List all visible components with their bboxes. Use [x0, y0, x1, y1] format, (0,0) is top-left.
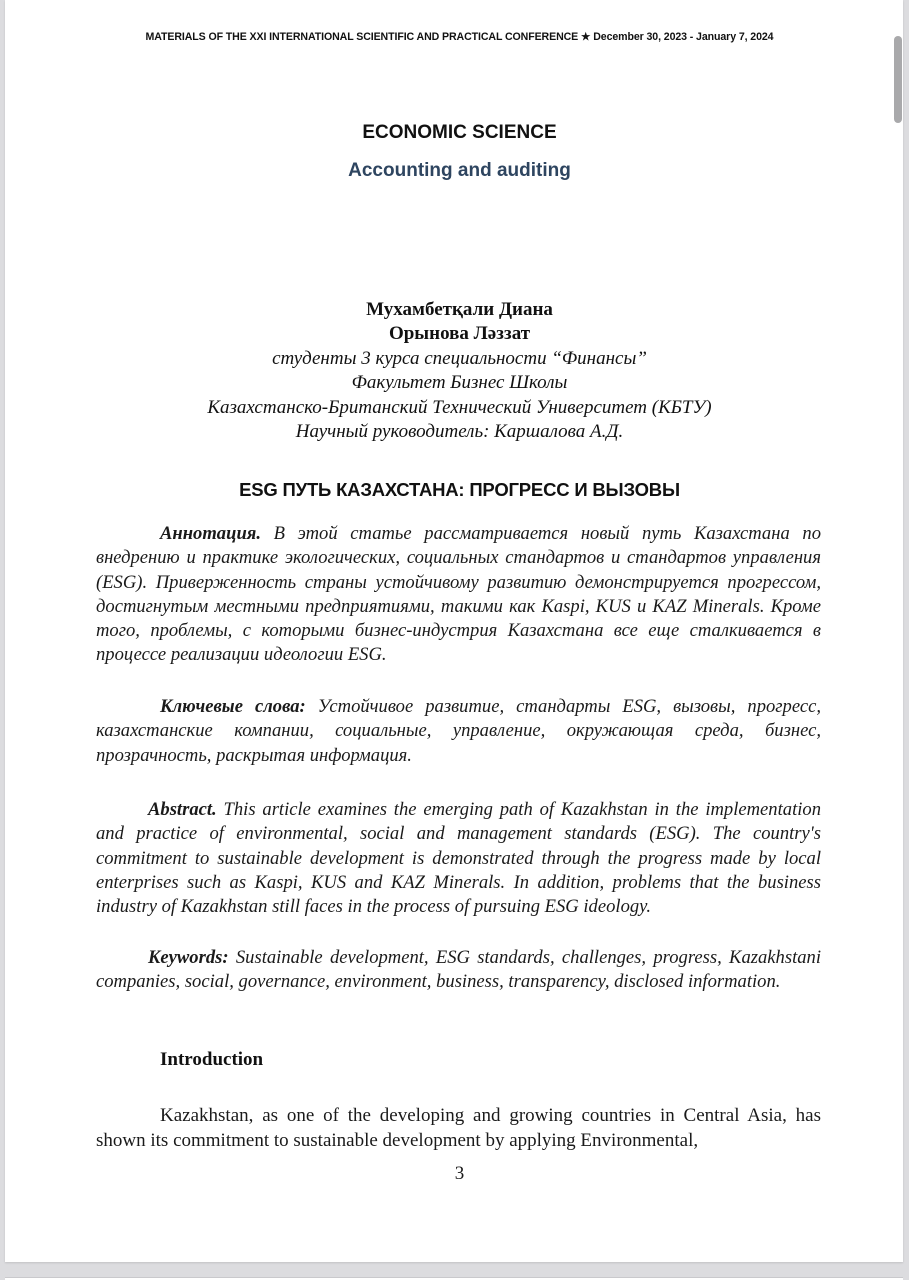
affiliation-line: Казахстанско-Британский Технический Университет (КБТУ): [207, 396, 712, 418]
introduction-paragraph: Kazakhstan, as one of the developing and growing countries in Central Asia, has shown its commitment to sustainable development by applying Environmental,: [96, 1105, 821, 1151]
section-title: ECONOMIC SCIENCE: [362, 122, 557, 143]
annotation-text: В этой статье рассматривается новый путь Казахстана по внедрению и практике экологических, социальных стандартов и стандартов управления (ESG). Приверженность страны устойчивому развитию демонстрируется прогрессом, достигнутым местными предприятиями, такими как Kaspi, KUS и KAZ Minerals. Кроме того, проблемы, с которыми бизнес-индустрия Казахстана все еще сталкивается в процессе реализации идеологии ESG.: [96, 523, 821, 666]
page-number: 3: [454, 1163, 465, 1184]
annotation-label: Аннотация.: [160, 523, 262, 544]
subsection-title: Accounting and auditing: [348, 160, 571, 181]
introduction-heading: Introduction: [160, 1049, 264, 1070]
affiliation-line: студенты 3 курса специальности “Финансы”: [272, 347, 647, 369]
author-name: Орынова Ләззат: [388, 323, 531, 345]
author-name: Мухамбетқали Диана: [366, 299, 553, 320]
keywords-text: Устойчивое развитие, стандарты ESG, вызовы, прогресс, казахстанские компании, социальные, управление, окружающая среда, бизнес, прозрачность, раскрытая информация.: [96, 696, 821, 766]
running-header: MATERIALS OF THE XXI INTERNATIONAL SCIENTIFIC AND PRACTICAL CONFERENCE ★ December 30, 2023 - January 7, 2024: [145, 31, 774, 43]
supervisor-line: Научный руководитель: Каршалова А.Д.: [295, 421, 624, 443]
keywords-en: [96, 946, 821, 995]
abstract-label: Abstract.: [148, 799, 217, 820]
keywords-label: Ключевые слова:: [160, 696, 306, 717]
affiliation-line: Факультет Бизнес Школы: [351, 372, 568, 394]
keywords-label: Keywords:: [148, 947, 229, 968]
introduction-text: [96, 1104, 821, 1153]
abstract-en: [96, 798, 821, 919]
author-block: [5, 298, 909, 444]
pdf-page: [5, 0, 903, 1262]
keywords-text: Sustainable development, ESG standards, challenges, progress, Kazakhstani companies, social, governance, environment, business, transparency, disclosed information.: [96, 947, 821, 993]
abstract-text: This article examines the emerging path of Kazakhstan in the implementation and practice of environmental, social and management standards (ESG). The country's commitment to sustainable development is demonstrated through the progress made by local enterprises such as Kaspi, KUS and KAZ Minerals. In addition, problems that the business industry of Kazakhstan still faces in the process of pursuing ESG ideology.: [96, 799, 821, 918]
vertical-scrollbar-thumb[interactable]: [894, 36, 902, 123]
annotation-ru: [96, 522, 821, 668]
article-title: ESG ПУТЬ КАЗАХСТАНА: ПРОГРЕСС И ВЫЗОВЫ: [239, 479, 680, 500]
keywords-ru: [96, 695, 821, 768]
